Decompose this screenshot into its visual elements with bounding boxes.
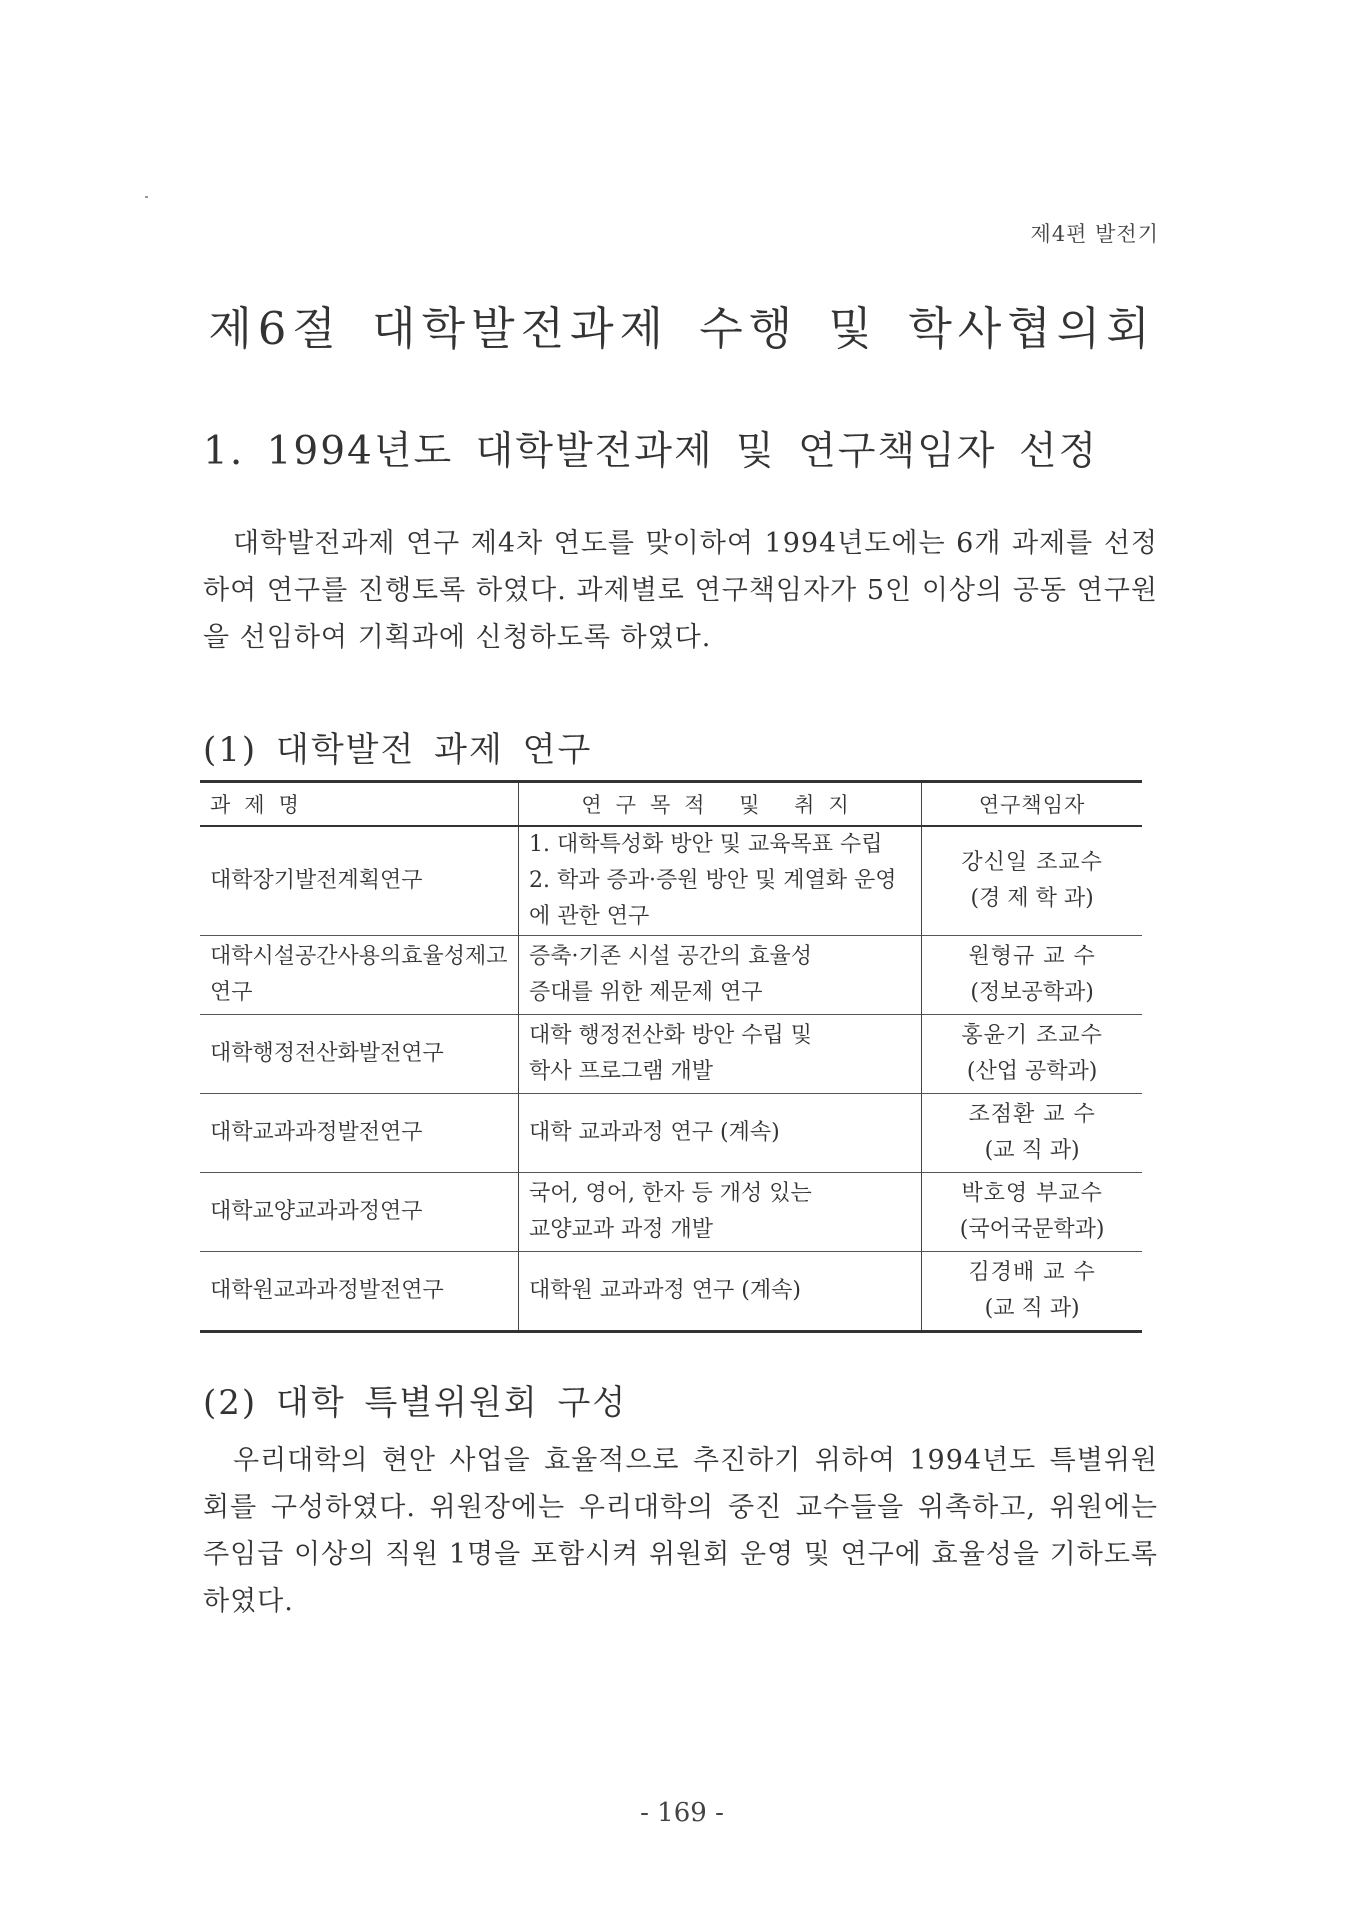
part1-heading: (1) 대학발전 과제 연구	[203, 730, 593, 770]
lead-name: 홍윤기 조교수	[961, 1023, 1103, 1048]
project-purpose	[519, 936, 922, 1015]
project-title: 대학원교과과정발전연구	[200, 1252, 519, 1332]
purpose-line: 학사 프로그램 개발	[529, 1059, 714, 1084]
intro-paragraph: 대학발전과제 연구 제4차 연도를 맞이하여 1994년도에는 6개 과제를 선정하여 연구를 진행토록 하였다. 과제별로 연구책임자가 5인 이상의 공동 연구원을 선임하여 기획과에 신청하도록 하였다.	[203, 528, 1158, 653]
subsection-title: 1. 1994년도 대학발전과제 및 연구책임자 선정	[203, 429, 1099, 474]
project-lead	[922, 1015, 1142, 1094]
purpose-line: 증대를 위한 제문제 연구	[529, 980, 763, 1005]
project-title: 대학교양교과과정연구	[200, 1173, 519, 1252]
header-lead: 연구책임자	[922, 782, 1142, 827]
lead-dept: (정보공학과)	[970, 980, 1094, 1005]
lead-dept: (산업 공학과)	[966, 1059, 1098, 1084]
table-row	[200, 826, 1142, 936]
project-purpose	[519, 1094, 922, 1173]
purpose-line: 증축·기존 시설 공간의 효율성	[529, 944, 812, 969]
projects-table	[200, 780, 1142, 1333]
purpose-line: 대학 교과과정 연구 (계속)	[529, 1120, 780, 1145]
project-lead	[922, 1094, 1142, 1173]
purpose-line: 대학 행정전산화 방안 수립 및	[529, 1023, 812, 1048]
project-purpose	[519, 1015, 922, 1094]
header-purpose: 연구목적 및 취지	[519, 782, 922, 827]
lead-name: 조점환 교 수	[968, 1102, 1096, 1127]
part2-heading: (2) 대학 특별위원회 구성	[203, 1383, 628, 1423]
project-title: 대학교과과정발전연구	[200, 1094, 519, 1173]
lead-name: 강신일 조교수	[961, 850, 1103, 875]
table-header-row	[200, 782, 1142, 827]
lead-dept: (경 제 학 과)	[970, 886, 1094, 911]
purpose-line: 대학원 교과과정 연구 (계속)	[529, 1278, 801, 1303]
lead-dept: (교 직 과)	[984, 1138, 1080, 1163]
committee-paragraph: 우리대학의 현안 사업을 효율적으로 추진하기 위하여 1994년도 특별위원회를 구성하였다. 위원장에는 우리대학의 중진 교수들을 위촉하고, 위원에는 주임급 이상의 직원 1명을 포함시켜 위원회 운영 및 연구에 효율성을 기하도록 하였다.	[203, 1445, 1158, 1617]
project-title: 대학장기발전계획연구	[200, 826, 519, 936]
project-purpose	[519, 1173, 922, 1252]
scan-speck	[145, 196, 148, 198]
lead-dept: (교 직 과)	[984, 1296, 1080, 1321]
lead-name: 김경배 교 수	[968, 1260, 1096, 1285]
table-row	[200, 1252, 1142, 1332]
table-row	[200, 1094, 1142, 1173]
purpose-line: 교양교과 과정 개발	[529, 1217, 714, 1242]
lead-dept: (국어국문학과)	[959, 1217, 1105, 1242]
page-number: - 169 -	[640, 1798, 724, 1828]
lead-name: 박호영 부교수	[961, 1181, 1103, 1206]
header-title: 과제명	[200, 782, 519, 827]
project-purpose	[519, 1252, 922, 1332]
project-lead	[922, 1173, 1142, 1252]
project-lead	[922, 936, 1142, 1015]
project-title: 대학행정전산화발전연구	[200, 1015, 519, 1094]
purpose-line: 1. 대학특성화 방안 및 교육목표 수립	[529, 832, 883, 857]
project-lead	[922, 826, 1142, 936]
project-lead	[922, 1252, 1142, 1332]
purpose-line: 국어, 영어, 한자 등 개성 있는	[529, 1181, 812, 1206]
project-purpose	[519, 826, 922, 936]
project-title: 대학시설공간사용의효율성제고연구	[200, 936, 519, 1015]
running-header: 제4편 발전기	[1030, 222, 1159, 246]
lead-name: 원형규 교 수	[968, 944, 1096, 969]
table-row	[200, 1173, 1142, 1252]
section-title: 제6절 대학발전과제 수행 및 학사협의회	[208, 302, 1156, 355]
table-row	[200, 1015, 1142, 1094]
table-row	[200, 936, 1142, 1015]
purpose-line: 2. 학과 증과·증원 방안 및 계열화 운영에 관한 연구	[529, 868, 897, 929]
